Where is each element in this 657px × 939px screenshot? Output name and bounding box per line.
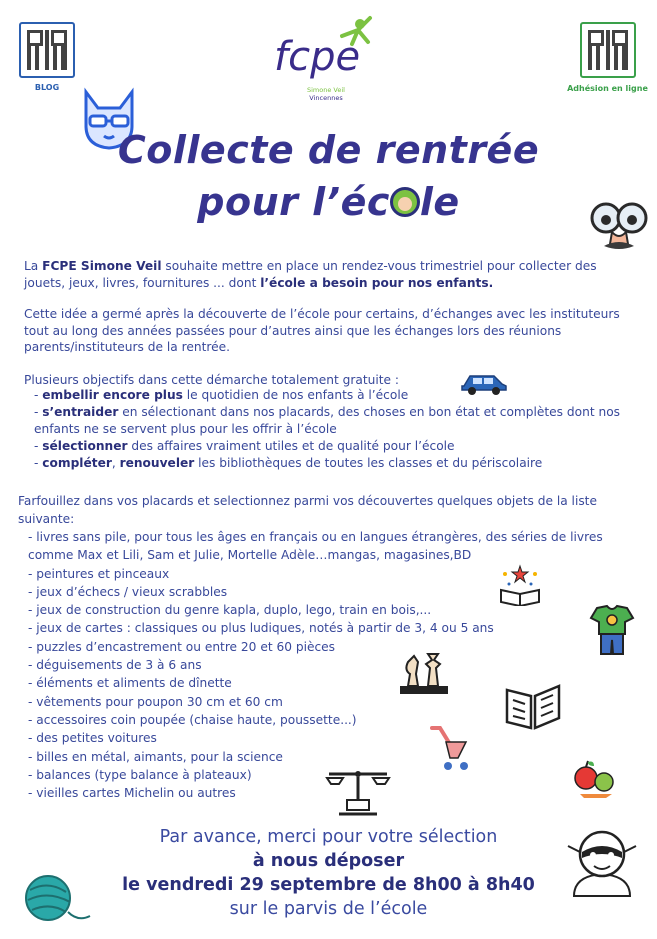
list-item: - balances (type balance à plateaux) [28, 767, 252, 782]
logo-text: fcpe [274, 34, 361, 80]
logo-sub2: Vincennes [309, 94, 343, 102]
qr-adhesion-label: Adhésion en ligne [567, 84, 648, 93]
list-item: - puzzles d’encastrement ou entre 20 et 60 pièces [28, 639, 336, 654]
list-item: - accessoires coin poupée (chaise haute, poussette...) [28, 712, 357, 727]
stroller-icon [426, 724, 474, 776]
objective-item: - embellir encore plus le quotidien de nos enfants à l’école [34, 388, 409, 402]
magic-book-icon [497, 562, 543, 610]
objectives-list [34, 387, 624, 472]
balance-scale-icon [325, 768, 391, 820]
intro-paragraph-2: Cette idée a germé après la découverte de l’école pour certains, d’échanges avec les instituteurs tout au long des années passées pour d’autres ainsi que les échanges lors des réunions parents/instituteurs de la rentrée. [24, 307, 620, 354]
footer-line1: Par avance, merci pour votre sélection [159, 827, 498, 847]
child-face-icon [390, 187, 420, 217]
fcpe-name: FCPE Simone Veil [42, 259, 162, 273]
intro-paragraph-3: Plusieurs objectifs dans cette démarche totalement gratuite : [24, 373, 399, 387]
list-item: - jeux de construction du genre kapla, duplo, lego, train en bois,... [28, 603, 432, 618]
title-line2 [0, 180, 657, 224]
clothes-icon [587, 604, 637, 660]
qr-adhesion[interactable] [580, 22, 636, 78]
fruits-icon [572, 758, 616, 804]
footer-line4: sur le parvis de l’école [229, 899, 428, 919]
qr-blog[interactable] [19, 22, 75, 92]
list-item: - déguisements de 3 à 6 ans [28, 658, 202, 673]
footer-line2: à nous déposer [252, 851, 405, 871]
footer-date: le vendredi 29 septembre de 8h00 à 8h40 [122, 875, 535, 895]
list-item: - éléments et aliments de dînette [28, 676, 232, 691]
qr-code-icon [19, 22, 75, 78]
list-item: - vieilles cartes Michelin ou autres [28, 786, 236, 801]
list-intro: Farfouillez dans vos placards et selectionnez parmi vos découvertes quelques objets de la liste suivante: [18, 494, 597, 526]
qr-blog-label: BLOG [34, 83, 60, 92]
list-item: - jeux de cartes : classiques ou plus ludiques, notés à partir de 3, 4 ou 5 ans [28, 621, 494, 636]
intro-paragraph-1: La FCPE Simone Veil souhaite mettre en place un rendez-vous trimestriel pour collecter des jouets, jeux, livres, fournitures ... dont l’école a besoin pour nos enfants. [24, 259, 597, 290]
list-item: - livres sans pile, pour tous les âges en français ou en langues étrangères, des séries de livres comme Max et Lili, Sam et Julie, Mortelle Adèle…mangas, magasines,BD [28, 530, 603, 563]
objective-item: - compléter, renouveler les bibliothèques de toutes les classes et du périscolaire [34, 456, 543, 470]
logo-sub1: Simone Veil [307, 86, 345, 94]
objective-item: - sélectionner des affaires vraiment utiles et de qualité pour l’école [34, 439, 455, 453]
open-book-icon [503, 682, 563, 736]
fcpe-logo [272, 14, 382, 109]
fcpe-logo-icon [272, 14, 382, 84]
chess-icon [398, 648, 450, 700]
list-item: - peintures et pinceaux [28, 566, 170, 581]
list-item: - vêtements pour poupon 30 cm et 60 cm [28, 694, 283, 709]
title-line2-part1: pour l’éc [197, 180, 390, 224]
funny-glasses-icon [588, 198, 650, 258]
yarn-ball-icon [20, 872, 92, 928]
superhero-child-icon [566, 826, 638, 904]
title-line2-part2: le [419, 180, 460, 224]
objective-item: - s’entraider en sélectionant dans nos placards, des choses en bon état et complètes dont nos enfants ne se servent plus pour les offrir à l’école [34, 405, 620, 436]
list-item: - des petites voitures [28, 731, 157, 746]
title-line1: Collecte de rentrée [117, 128, 540, 172]
list-item: - jeux d’échecs / vieux scrabbles [28, 584, 228, 599]
list-item: - billes en métal, aimants, pour la science [28, 749, 283, 764]
qr-code-icon [580, 22, 636, 78]
